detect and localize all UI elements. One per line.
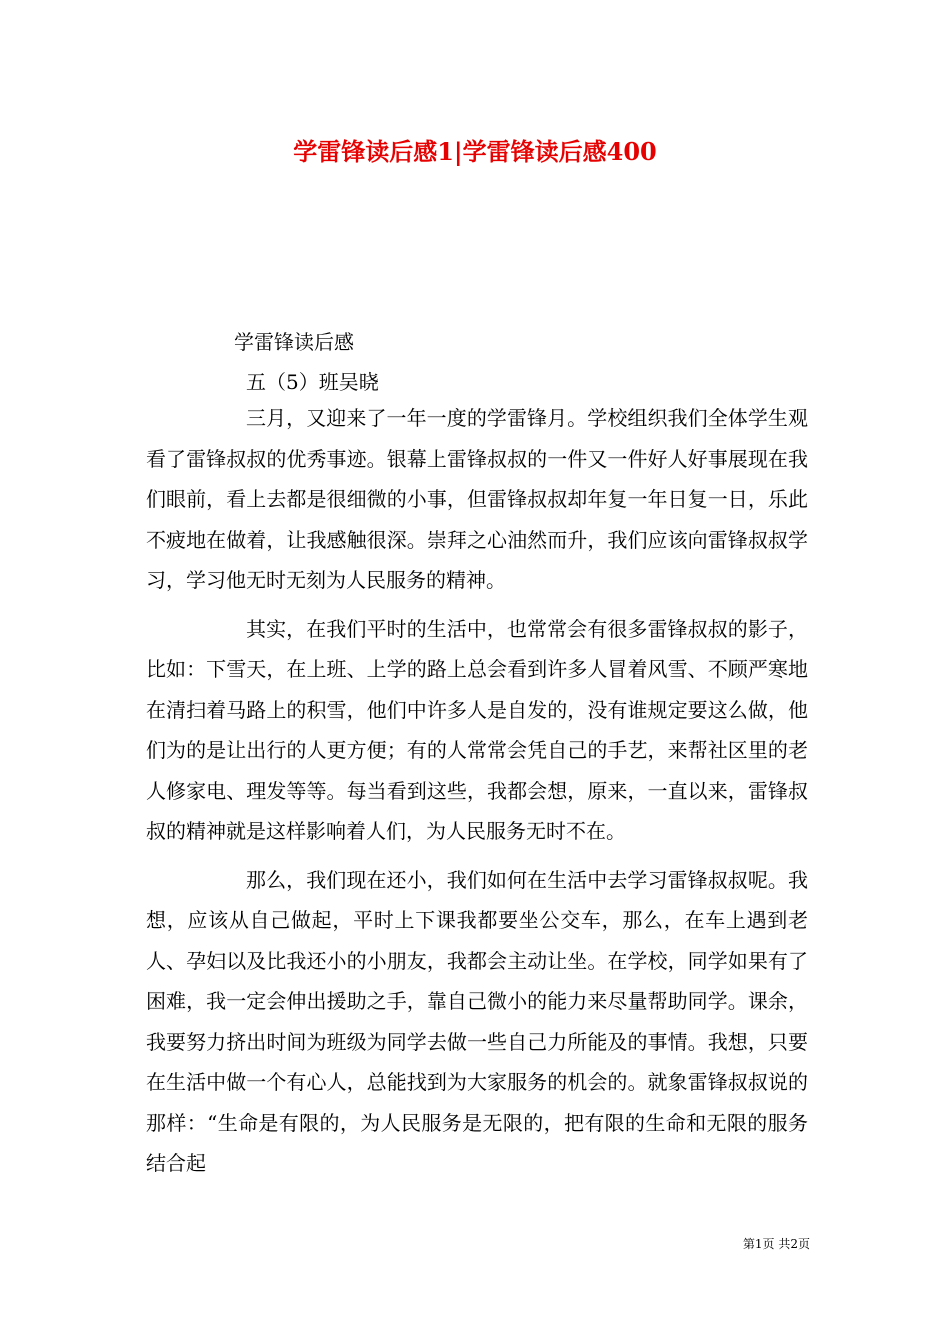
- article-body: [146, 398, 808, 1184]
- page-number-footer: 第1页 共2页: [742, 1237, 810, 1251]
- author-byline: 五（5）班吴晓: [246, 370, 379, 394]
- document-title: 学雷锋读后感1|学雷锋读后感400: [293, 137, 657, 166]
- paragraph-3: 那么，我们现在还小，我们如何在生活中去学习雷锋叔叔呢。我想，应该从自己做起，平时上下课我都要坐公交车，那么，在车上遇到老人、孕妇以及比我还小的小朋友，我都会主动让坐。在学校，同学如果有了困难，我一定会伸出援助之手，靠自己微小的能力来尽量帮助同学。课余，我要努力挤出时间为班级为同学去做一些自己力所能及的事情。我想，只要在生活中做一个有心人，总能找到为大家服务的机会的。就象雷锋叔叔说的那样：“生命是有限的，为人民服务是无限的，把有限的生命和无限的服务结合起: [146, 867, 808, 1175]
- paragraph-1: 三月，又迎来了一年一度的学雷锋月。学校组织我们全体学生观看了雷锋叔叔的优秀事迹。银幕上雷锋叔叔的一件又一件好人好事展现在我们眼前，看上去都是很细微的小事，但雷锋叔叔却年复一年日复一日，乐此不疲地在做着，让我感触很深。崇拜之心油然而升，我们应该向雷锋叔叔学习，学习他无时无刻为人民服务的精神。: [146, 406, 808, 592]
- article-subtitle: 学雷锋读后感: [234, 330, 354, 354]
- paragraph-2: 其实，在我们平时的生活中，也常常会有很多雷锋叔叔的影子，比如：下雪天，在上班、上学的路上总会看到许多人冒着风雪、不顾严寒地在清扫着马路上的积雪，他们中许多人是自发的，没有谁规定要这么做，他们为的是让出行的人更方便；有的人常常会凭自己的手艺，来帮社区里的老人修家电、理发等等。每当看到这些，我都会想，原来，一直以来，雷锋叔叔的精神就是这样影响着人们，为人民服务无时不在。: [146, 616, 808, 843]
